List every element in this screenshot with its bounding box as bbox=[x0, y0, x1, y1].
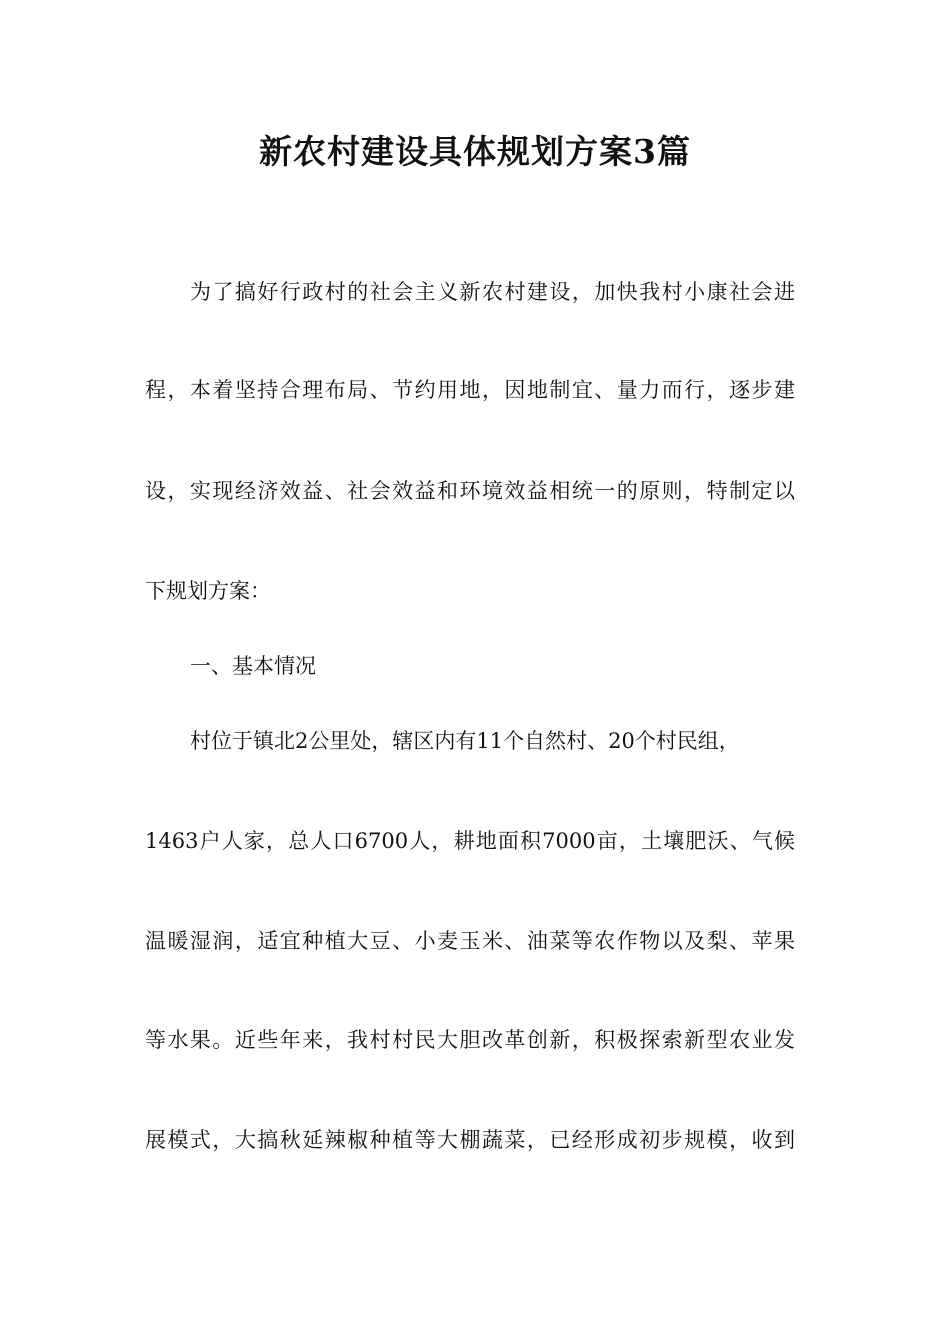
paragraph-line: 为了搞好行政村的社会主义新农村建设，加快我村小康社会进 bbox=[190, 280, 795, 304]
section-heading: 一、基本情况 bbox=[190, 654, 316, 678]
paragraph-line: 程，本着坚持合理布局、节约用地，因地制宜、量力而行，逐步建 bbox=[145, 378, 795, 402]
paragraph-line: 村位于镇北2公里处，辖区内有11个自然村、20个村民组， bbox=[190, 729, 740, 753]
paragraph-line: 展模式，大搞秋延辣椒种植等大棚蔬菜，已经形成初步规模，收到 bbox=[145, 1128, 795, 1152]
paragraph-line: 1463户人家，总人口6700人，耕地面积7000亩，土壤肥沃、气候 bbox=[145, 829, 795, 853]
paragraph-line: 温暖湿润，适宜种植大豆、小麦玉米、油菜等农作物以及梨、苹果 bbox=[145, 929, 795, 953]
paragraph-line: 下规划方案： bbox=[145, 579, 271, 603]
paragraph-line: 等水果。近些年来，我村村民大胆改革创新，积极探索新型农业发 bbox=[145, 1028, 795, 1052]
paragraph-line: 设，实现经济效益、社会效益和环境效益相统一的原则，特制定以 bbox=[145, 479, 795, 503]
document-title: 新农村建设具体规划方案3篇 bbox=[259, 132, 691, 171]
